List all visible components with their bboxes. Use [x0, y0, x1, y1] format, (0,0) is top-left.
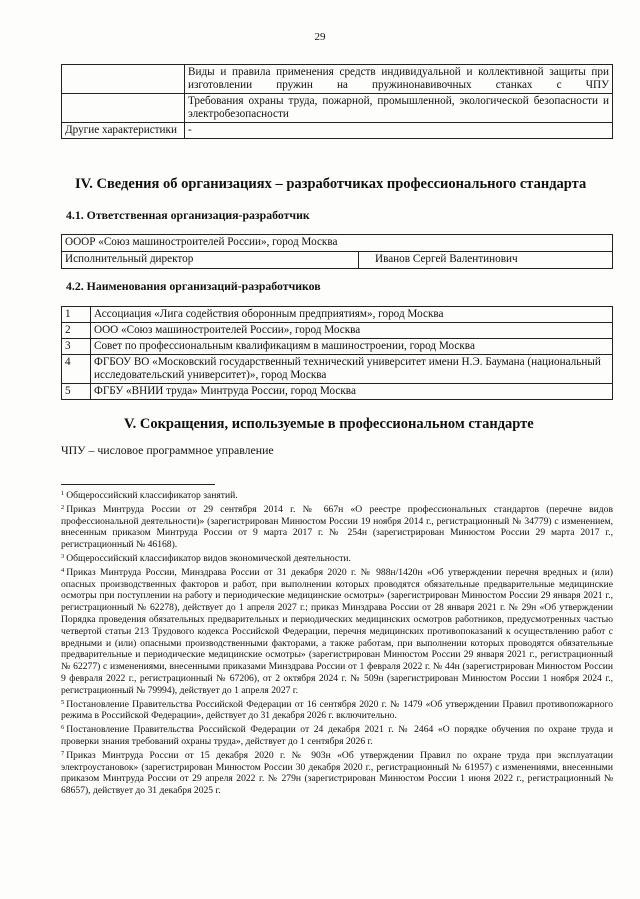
- footnotes-list: [61, 488, 613, 797]
- footnote-text: Постановление Правительства Российской Федерации от 24 декабря 2021 г. № 2464 «О порядке обучения по охране труда и проверки знания требований охраны труда», действует до 1 сентября 2026 г.: [61, 724, 613, 747]
- table-row: [62, 323, 613, 339]
- characteristic-label: [62, 94, 185, 123]
- characteristic-value: Требования охраны труда, пожарной, промышленной, экологической безопасности и электробезопасности: [185, 94, 613, 123]
- section-5-title: V. Сокращения, используемые в профессиональном стандарте: [124, 416, 534, 432]
- footnote-number: 4: [61, 566, 65, 574]
- footnote-text: Общероссийский классификатор видов экономической деятельности.: [66, 552, 351, 564]
- developer-name: ФГБУ «ВНИИ труда» Минтруда России, город Москва: [91, 384, 613, 400]
- developer-name: Ассоциация «Лига содействия оборонным предприятиям», город Москва: [91, 307, 613, 323]
- table-row: [62, 384, 613, 400]
- developers-table: [61, 306, 613, 400]
- table-row: [62, 235, 613, 252]
- developer-number: 5: [62, 384, 91, 400]
- abbreviation-entry: ЧПУ – числовое программное управление: [61, 443, 274, 457]
- responsible-position: Исполнительный директор: [62, 252, 359, 269]
- responsible-org-heading: 4.1. Ответственная организация-разработчик: [66, 208, 310, 222]
- footnote-text: Общероссийский классификатор занятий.: [66, 490, 238, 501]
- table-row: [62, 252, 613, 269]
- responsible-org-table: [61, 234, 613, 269]
- developer-name: ФГБОУ ВО «Московский государственный технический университет имени Н.Э. Баумана (национальный исследовательский университет)», город Москва: [91, 355, 613, 384]
- characteristic-label: Другие характеристики: [62, 123, 185, 139]
- footnote: [61, 565, 613, 697]
- footnote-number: 5: [61, 698, 65, 706]
- page-number: 29: [314, 31, 326, 43]
- developer-number: 2: [62, 323, 91, 339]
- developer-number: 1: [62, 307, 91, 323]
- developer-number: 4: [62, 355, 91, 384]
- footnote-number: 6: [61, 724, 65, 732]
- characteristic-value: -: [185, 123, 613, 139]
- table-row: [62, 339, 613, 355]
- footnote-number: 3: [61, 552, 65, 560]
- developer-name: Совет по профессиональным квалификациям в машиностроении, город Москва: [91, 339, 613, 355]
- footnote-text: Приказ Минтруда России от 29 сентября 2014 г. № 667н «О реестре профессиональных стандартов (перечне видов профессиональной деятельности)» (зарегистрирован Минюстом России 19 ноября 2014 г., регистрационный № 34779) с изменением, внесенным приказом Минтруда России от 9 марта 2017 г. № 254н (зарегистрирован Минюстом России 29 марта 2017 г., регистрационный № 46168).: [61, 503, 613, 551]
- footnote-number: 7: [61, 749, 65, 757]
- characteristics-table: [61, 64, 613, 139]
- footnote-text: Приказ Минтруда России от 15 декабря 2020 г. № 903н «Об утверждении Правил по охране труда при эксплуатации электроустановок» (зарегистрирован Минюстом России 30 декабря 2020 г., регистрационный № 61957) с изменениями, внесенными приказом Минтруда России от 29 апреля 2022 г. № 279н (зарегистрирован Минюстом России 1 июня 2022 г., регистрационный № 68657), действует до 31 декабря 2025 г.: [61, 749, 613, 797]
- footnote: [61, 697, 613, 723]
- characteristic-label: [62, 65, 185, 94]
- footnote: [61, 748, 613, 797]
- responsible-person: Иванов Сергей Валентинович: [359, 252, 613, 269]
- footnote-divider: [61, 484, 215, 485]
- footnote: [61, 488, 613, 502]
- footnote: [61, 551, 613, 565]
- table-row: [62, 355, 613, 384]
- footnote-text: Постановление Правительства Российской Федерации от 16 сентября 2020 г. № 1479 «Об утверждении Правил противопожарного режима в Российской Федерации», действует до 31 декабря 2026 г. включительно.: [61, 698, 613, 722]
- developer-name: ООО «Союз машиностроителей России», город Москва: [91, 323, 613, 339]
- characteristic-value: Виды и правила применения средств индивидуальной и коллективной защиты при изготовлении пружин на пружинонавивочных станках с ЧПУ: [185, 65, 613, 94]
- footnote: [61, 502, 613, 551]
- footnote-text: Приказ Минтруда России, Минздрава России от 31 декабря 2020 г. № 988н/1420н «Об утверждении перечня вредных и (или) опасных производственных факторов и работ, при выполнении которых проводятся обязательные предварительные медицинские осмотры при поступлении на работу и периодические медицинские осмотры» (зарегистрирован Минюстом России 29 января 2021 г., регистрационный № 62278), действует до 1 апреля 2027 г.; приказ Минздрава России от 28 января 2021 г. № 29н «Об утверждении Порядка проведения обязательных предварительных и периодических медицинских осмотров работников, предусмотренных частью четвертой статьи 213 Трудового кодекса Российской Федерации, перечня медицинских противопоказаний к осуществлению работ с вредными и (или) опасными производственными факторами, а также работам, при выполнении которых проводятся обязательные предварительные и периодические медицинские осмотры» (зарегистрирован Минюстом России 29 января 2021 г., регистрационный № 62277) с изменениями, внесенными приказами Минздрава России от 1 февраля 2022 г. № 44н (зарегистрирован Минюстом России 9 февраля 2022 г., регистрационный № 67206), от 2 октября 2024 г. № 509н (зарегистрирован Минюстом России 1 ноября 2024 г., регистрационный № 79994), действует до 1 апреля 2027 г.: [61, 566, 613, 696]
- table-row: [62, 123, 613, 139]
- footnote-number: 1: [61, 490, 65, 497]
- developer-number: 3: [62, 339, 91, 355]
- table-row: [62, 94, 613, 123]
- table-row: [62, 65, 613, 94]
- responsible-org-name: ОООР «Союз машиностроителей России», город Москва: [62, 235, 613, 252]
- developers-heading: 4.2. Наименования организаций-разработчиков: [66, 279, 321, 293]
- section-4-title: IV. Сведения об организациях – разработчиках профессионального стандарта: [75, 176, 587, 192]
- table-row: [62, 307, 613, 323]
- footnote: [61, 722, 613, 748]
- footnote-number: 2: [61, 503, 65, 511]
